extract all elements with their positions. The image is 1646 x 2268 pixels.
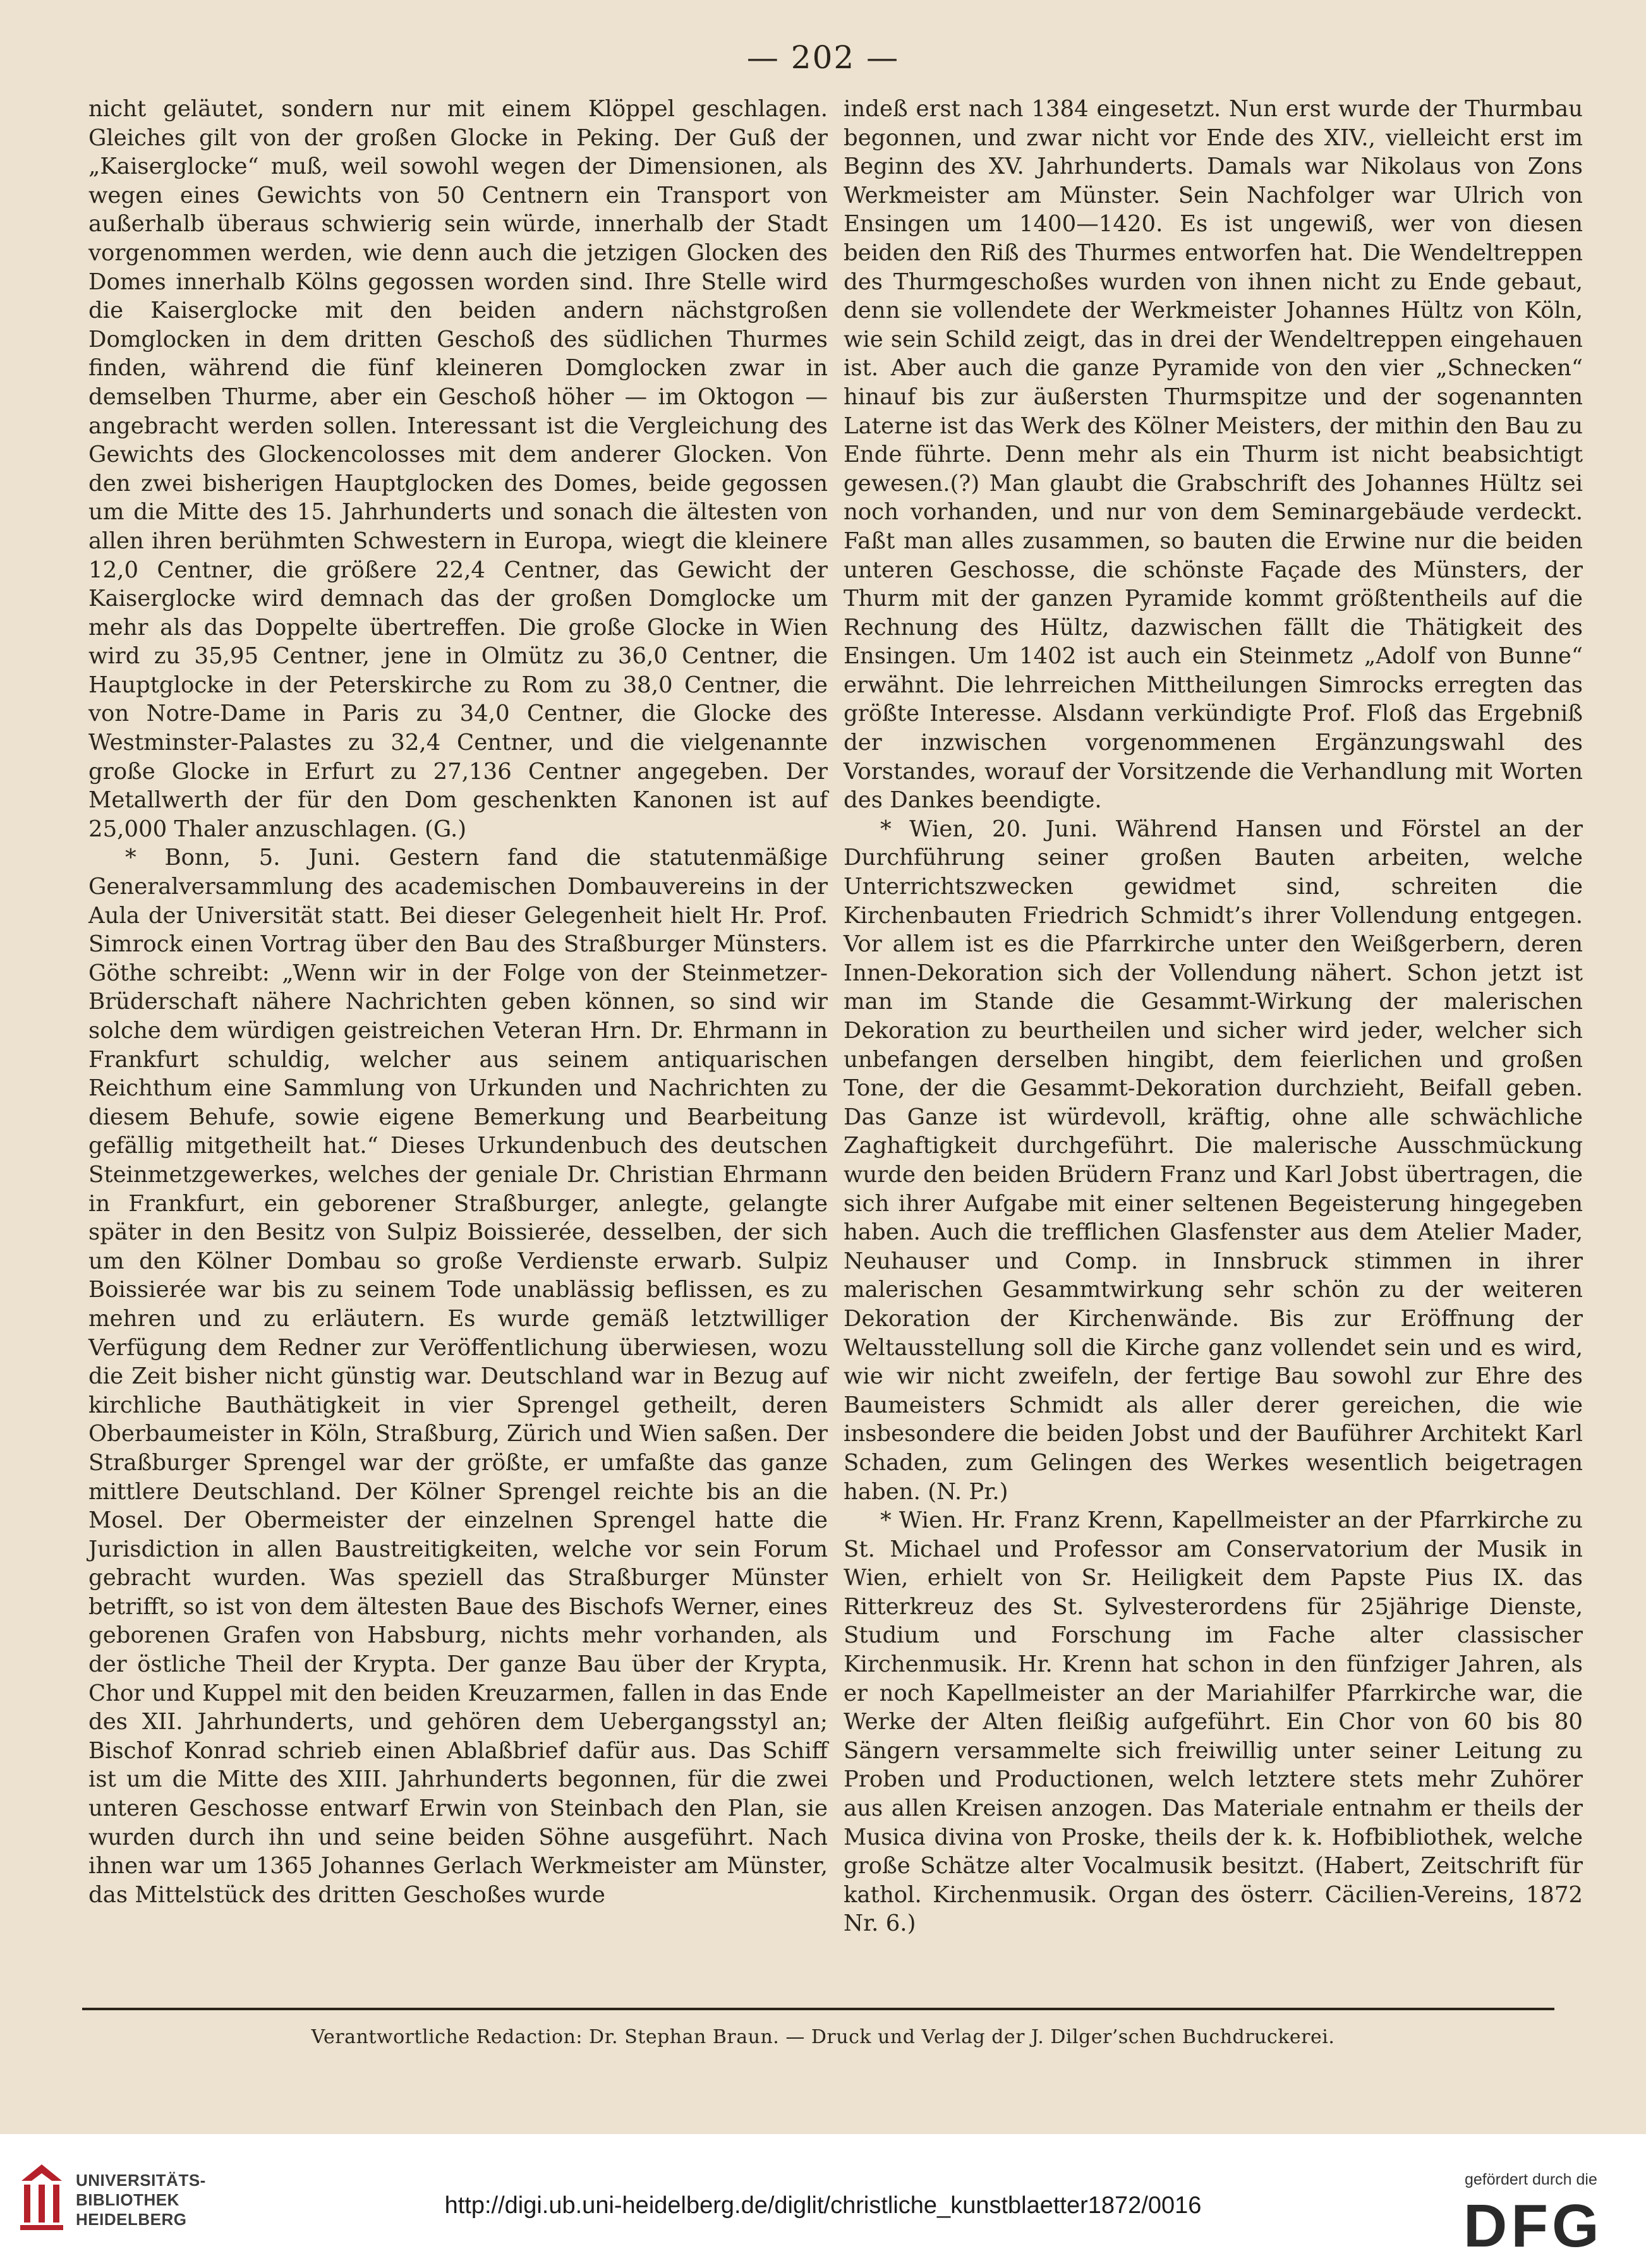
- left-column: [88, 95, 828, 1909]
- funding-caption: gefördert durch die: [1465, 2171, 1597, 2188]
- paragraph: * Wien. Hr. Franz Krenn, Kapellmeister an der Pfarrkirche zu St. Michael und Professor am Conservatorium der Musik in Wien, erhielt von Sr. Heiligkeit dem Papste Pius IX. das Ritterkreuz des St. Sylvesterordens für 25jährige Dienste, Studium und Forschung im Fache alter classischer Kirchenmusik. Hr. Krenn hat schon in den fünfziger Jahren, als er noch Kapellmeister an der Mariahilfer Pfarrkirche war, die Werke der Alten fleißig aufgeführt. Ein Chor von 60 bis 80 Sängern versammelte sich freiwillig unter seiner Leitung zu Proben und Productionen, welch letztere stets mehr Zuhörer aus allen Kreisen anzogen. Das Materiale entnahm er theils der Musica divina von Proske, theils der k. k. Hofbibliothek, welche große Schätze alter Vocalmusik besitzt. (Habert, Zeitschrift für kathol. Kirchenmusik. Organ des österr. Cäcilien-Vereins, 1872 Nr. 6.): [844, 1507, 1583, 1937]
- right-column: [844, 95, 1583, 1938]
- paragraph: indeß erst nach 1384 eingesetzt. Nun erst wurde der Thurmbau begonnen, und zwar nicht vor Ende des XIV., vielleicht erst im Beginn des XV. Jahrhunderts. Damals war Nikolaus von Zons Werkmeister am Münster. Sein Nachfolger war Ulrich von Ensingen um 1400—1420. Es ist ungewiß, wer von diesen beiden den Riß des Thurmes entworfen hat. Die Wendeltreppen des Thurmgeschoßes wurden von ihnen nicht zu Ende gebaut, denn sie vollendete der Werkmeister Johannes Hültz von Köln, wie sein Schild zeigt, das in drei der Wendeltreppen eingehauen ist. Aber auch die ganze Pyramide von den vier „Schnecken“ hinauf bis zur äußersten Thurmspitze und der sogenannten Laterne ist das Werk des Kölner Meisters, der mithin den Bau zu Ende führte. Denn mehr als ein Thurm ist nicht beabsichtigt gewesen.(?) Man glaubt die Grabschrift des Johannes Hültz sei noch vorhanden, und nur von dem Seminargebäude verdeckt. Faßt man alles zusammen, so bauten die Erwine nur die beiden unteren Geschosse, die schönste Façade des Münsters, der Thurm mit der ganzen Pyramide kommt größtentheils auf die Rechnung des Hültz, dazwischen fällt die Thätigkeit des Ensingen. Um 1402 ist auch ein Steinmetz „Adolf von Bunne“ erwähnt. Die lehrreichen Mittheilungen Simrocks erregten das größte Interesse. Alsdann verkündigte Prof. Floß das Ergebniß der inzwischen vorgenommenen Ergänzungswahl des Vorstandes, worauf der Vorsitzende die Verhandlung mit Worten des Dankes beendigte.: [844, 96, 1583, 814]
- library-name-text: UNIVERSITÄTS-BIBLIOTHEK HEIDELBERG: [76, 2171, 206, 2229]
- digitization-footer: [0, 2134, 1646, 2268]
- paragraph: * Bonn, 5. Juni. Gestern fand die statutenmäßige Generalversammlung des academischen Dombauvereins in der Aula der Universität statt. Bei dieser Gelegenheit hielt Hr. Prof. Simrock einen Vortrag über den Bau des Straßburger Münsters. Göthe schreibt: „Wenn wir in der Folge von der Steinmetzer-Brüderschaft nähere Nachrichten geben können, so sind wir solche dem würdigen geistreichen Veteran Hrn. Dr. Ehrmann in Frankfurt schuldig, welcher aus seinem antiquarischen Reichthum eine Sammlung von Urkunden und Nachrichten zu diesem Behufe, sowie eigene Bemerkung und Bearbeitung gefällig mitgetheilt hat.“ Dieses Urkundenbuch des deutschen Steinmetzgewerkes, welches der geniale Dr. Christian Ehrmann in Frankfurt, ein geborener Straßburger, anlegte, gelangte später in den Besitz von Sulpiz Boissierée, desselben, der sich um den Kölner Dombau so große Verdienste erwarb. Sulpiz Boissierée war bis zu seinem Tode unablässig beflissen, es zu mehren und zu erläutern. Es wurde gemäß letztwilliger Verfügung dem Redner zur Veröffentlichung überwiesen, wozu die Zeit bisher nicht günstig war. Deutschland war in Bezug auf kirchliche Bauthätigkeit in vier Sprengel getheilt, deren Oberbaumeister in Köln, Straßburg, Zürich und Wien saßen. Der Straßburger Sprengel war der größte, er umfaßte das ganze mittlere Deutschland. Der Kölner Sprengel reichte bis an die Mosel. Der Obermeister der einzelnen Sprengel hatte die Jurisdiction in allen Baustreitigkeiten, welche vor sein Forum gebracht wurden. Was speziell das Straßburger Münster betrifft, so ist von dem ältesten Baue des Bischofs Werner, eines geborenen Grafen von Habsburg, nichts mehr vorhanden, als der östliche Theil der Krypta. Der ganze Bau über der Krypta, Chor und Kuppel mit den beiden Kreuzarmen, fallen in das Ende des XII. Jahrhunderts, und gehören dem Uebergangsstyl an; Bischof Konrad schrieb einen Ablaßbrief dafür aus. Das Schiff ist um die Mitte des XIII. Jahrhunderts begonnen, für die zwei unteren Geschosse entwarf Erwin von Steinbach den Plan, sie wurden durch ihn und seine beiden Söhne ausgeführt. Nach ihnen war um 1365 Johannes Gerlach Werkmeister am Münster, das Mittelstück des dritten Geschoßes wurde: [88, 845, 828, 1908]
- dfg-logo: DFG: [1463, 2192, 1603, 2260]
- paragraph: nicht geläutet, sondern nur mit einem Klöppel geschlagen. Gleiches gilt von der großen Glocke in Peking. Der Guß der „Kaiserglocke“ muß, weil sowohl wegen der Dimensionen, als wegen eines Gewichts von 50 Centnern ein Transport von außerhalb überaus schwierig sein würde, innerhalb der Stadt vorgenommen werden, wie denn auch die jetzigen Glocken des Domes innerhalb Kölns gegossen worden sind. Ihre Stelle wird die Kaiserglocke mit den beiden andern nächstgroßen Domglocken in dem dritten Geschoß des südlichen Thurmes finden, während die fünf kleineren Domglocken zwar in demselben Thurme, aber ein Geschoß höher — im Oktogon — angebracht werden sollen. Interessant ist die Vergleichung des Gewichts des Glockencolosses mit dem anderer Glocken. Von den zwei bisherigen Hauptglocken des Domes, beide gegossen um die Mitte des 15. Jahrhunderts und sonach die ältesten von allen ihren berühmten Schwestern in Europa, wiegt die kleinere 12,0 Centner, die größere 22,4 Centner, das Gewicht der Kaiserglocke wird demnach das der großen Domglocke um mehr als das Doppelte übertreffen. Die große Glocke in Wien wird zu 35,95 Centner, jene in Olmütz zu 36,0 Centner, die Hauptglocke in der Peterskirche zu Rom zu 38,0 Centner, die von Notre-Dame in Paris zu 34,0 Centner, die Glocke des Westminster-Palastes zu 32,4 Centner, und die vielgenannte große Glocke in Erfurt zu 27,136 Centner angegeben. Der Metallwerth der für den Dom geschenkten Kanonen ist auf 25,000 Thaler anzuschlagen. (G.): [88, 96, 828, 842]
- imprint-divider: [82, 2008, 1554, 2010]
- imprint-line: Verantwortliche Redaction: Dr. Stephan Braun. — Druck und Verlag der J. Dilger’schen Buchdruckerei.: [311, 2026, 1335, 2048]
- paragraph: * Wien, 20. Juni. Während Hansen und Förstel an der Durchführung seiner großen Bauten arbeiten, welche Unterrichtszwecken gewidmet sind, schreiten die Kirchenbauten Friedrich Schmidt’s ihrer Vollendung entgegen. Vor allem ist es die Pfarrkirche unter den Weißgerbern, deren Innen-Dekoration sich der Vollendung nähert. Schon jetzt ist man im Stande die Gesammt-Wirkung der malerischen Dekoration zu beurtheilen und sicher wird jeder, welcher sich unbefangen derselben hingibt, dem feierlichen und großen Tone, der die Gesammt-Dekoration durchzieht, Beifall geben. Das Ganze ist würdevoll, kräftig, ohne alle schwächliche Zaghaftigkeit durchgeführt. Die malerische Ausschmückung wurde den beiden Brüdern Franz und Karl Jobst übertragen, die sich ihrer Aufgabe mit einer seltenen Begeisterung hingegeben haben. Auch die trefflichen Glasfenster aus dem Atelier Mader, Neuhauser und Comp. in Innsbruck stimmen in ihrer malerischen Gesammtwirkung sehr schön zu der weiteren Dekoration der Kirchenwände. Bis zur Eröffnung der Weltausstellung soll die Kirche ganz vollendet sein und es wird, wie wir nicht zweifeln, der fertige Bau sowohl zur Ehre des Baumeisters Schmidt als aller derer gereichen, die wie insbesondere die beiden Jobst und der Bauführer Architekt Karl Schaden, zum Gelingen des Werkes wesentlich beigetragen haben. (N. Pr.): [844, 816, 1583, 1505]
- source-url-link[interactable]: http://digi.ub.uni-heidelberg.de/diglit/christliche_kunstblaetter1872/0016: [444, 2192, 1202, 2219]
- page-number: — 202 —: [746, 39, 900, 76]
